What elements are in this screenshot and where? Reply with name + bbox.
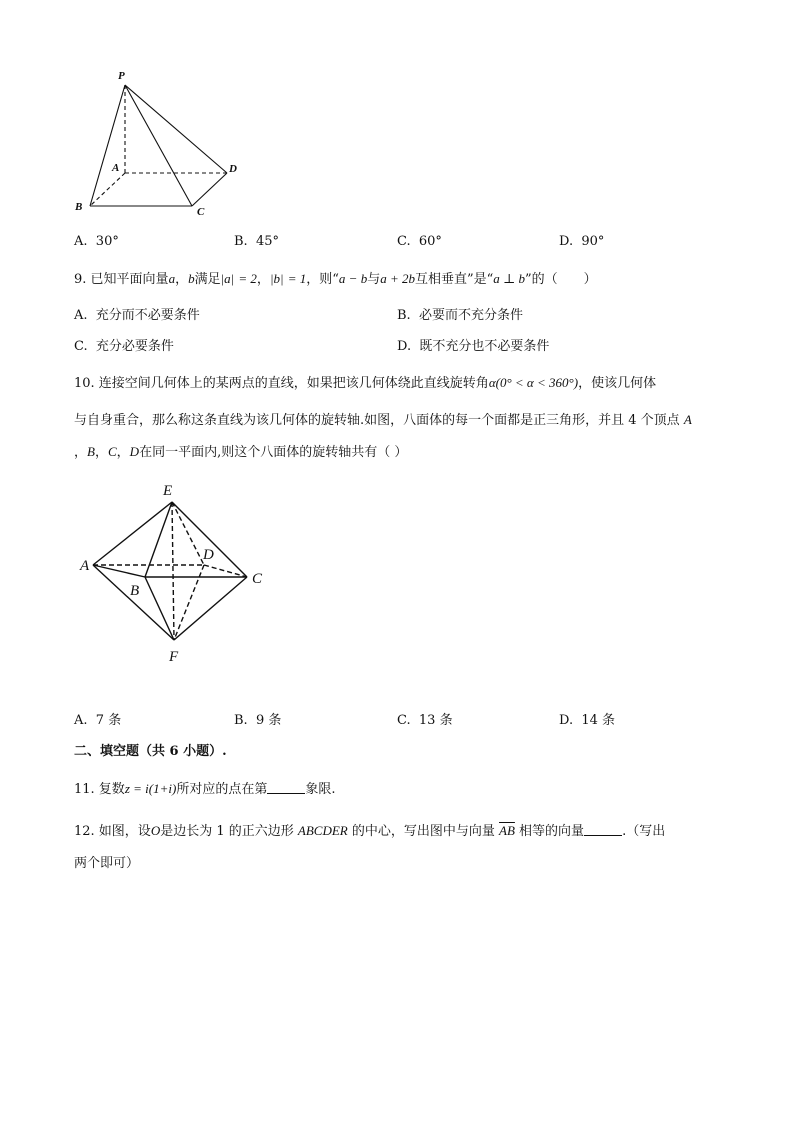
answer-blank[interactable] bbox=[584, 823, 622, 836]
label-b: B bbox=[75, 201, 83, 213]
edge-ab bbox=[93, 565, 145, 577]
edge-bf bbox=[145, 577, 174, 640]
edge-pd bbox=[125, 85, 227, 173]
vector-ab: $\overline{AB}$ bbox=[499, 823, 515, 838]
label-b: B bbox=[130, 583, 140, 599]
q10-option-a[interactable]: A. 7 条 bbox=[74, 713, 122, 728]
q9-option-b[interactable]: B. 必要而不充分条件 bbox=[397, 308, 523, 323]
q10-stem-line1: 10. 连接空间几何体上的某两点的直线，如果把该几何体绕此直线旋转角α(0° < α < 360°)，使该几何体 bbox=[74, 375, 657, 391]
q8-option-b[interactable]: B. 45° bbox=[234, 234, 279, 249]
q9-option-c[interactable]: C. 充分必要条件 bbox=[74, 339, 174, 354]
edge-cd bbox=[192, 173, 227, 206]
edge-ec bbox=[172, 502, 247, 577]
pyramid-figure bbox=[70, 65, 250, 220]
q10-option-b[interactable]: B. 9 条 bbox=[234, 713, 282, 728]
q11-stem: 11. 复数z = i(1+i)所对应的点在第 象限. bbox=[74, 781, 336, 797]
q10-option-c[interactable]: C. 13 条 bbox=[397, 713, 453, 728]
edge-df-hidden bbox=[174, 565, 204, 640]
label-e: E bbox=[163, 483, 173, 499]
q10-stem-line3: ，B，C，D在同一平面内,则这个八面体的旋转轴共有（ ） bbox=[74, 444, 408, 460]
q9-stem: 9. 已知平面向量a，b满足|a| = 2，|b| = 1，则“a − b与a + 2b互相垂直”是“a ⊥ b”的（ ） bbox=[74, 271, 597, 287]
q9-option-a[interactable]: A. 充分而不必要条件 bbox=[74, 308, 200, 323]
q9-option-d[interactable]: D. 既不充分也不必要条件 bbox=[397, 339, 550, 354]
q10-stem-line2: 与自身重合，那么称这条直线为该几何体的旋转轴.如图，八面体的每一个面都是正三角形，并且 4 个顶点 A bbox=[74, 412, 692, 428]
axis-ef-hidden bbox=[172, 502, 174, 640]
label-d: D bbox=[229, 163, 237, 175]
q12-stem-line2: 两个即可） bbox=[74, 856, 140, 871]
label-c: C bbox=[252, 571, 263, 587]
q10-option-d[interactable]: D. 14 条 bbox=[559, 713, 616, 728]
label-d: D bbox=[203, 547, 214, 563]
label-p: P bbox=[118, 70, 125, 82]
label-a: A bbox=[112, 162, 120, 174]
q8-option-a[interactable]: A. 30° bbox=[74, 234, 119, 249]
edge-cf bbox=[174, 577, 247, 640]
answer-blank[interactable] bbox=[267, 781, 305, 794]
q8-option-d[interactable]: D. 90° bbox=[559, 234, 605, 249]
label-c: C bbox=[197, 206, 205, 218]
q8-option-c[interactable]: C. 60° bbox=[397, 234, 442, 249]
edge-ed-hidden bbox=[172, 502, 204, 565]
label-a: A bbox=[80, 558, 90, 574]
edge-pb bbox=[90, 85, 125, 206]
edge-pc bbox=[125, 85, 192, 206]
q12-stem-line1: 12. 如图，设O是边长为 1 的正六边形 ABCDER 的中心，写出图中与向量 $\overline{AB}$ 相等的向量 .（写出 bbox=[74, 823, 666, 839]
octahedron-figure bbox=[70, 475, 280, 670]
label-f: F bbox=[169, 649, 179, 665]
edge-af bbox=[93, 565, 174, 640]
section-heading: 二、填空题（共 6 小题）. bbox=[74, 744, 227, 759]
